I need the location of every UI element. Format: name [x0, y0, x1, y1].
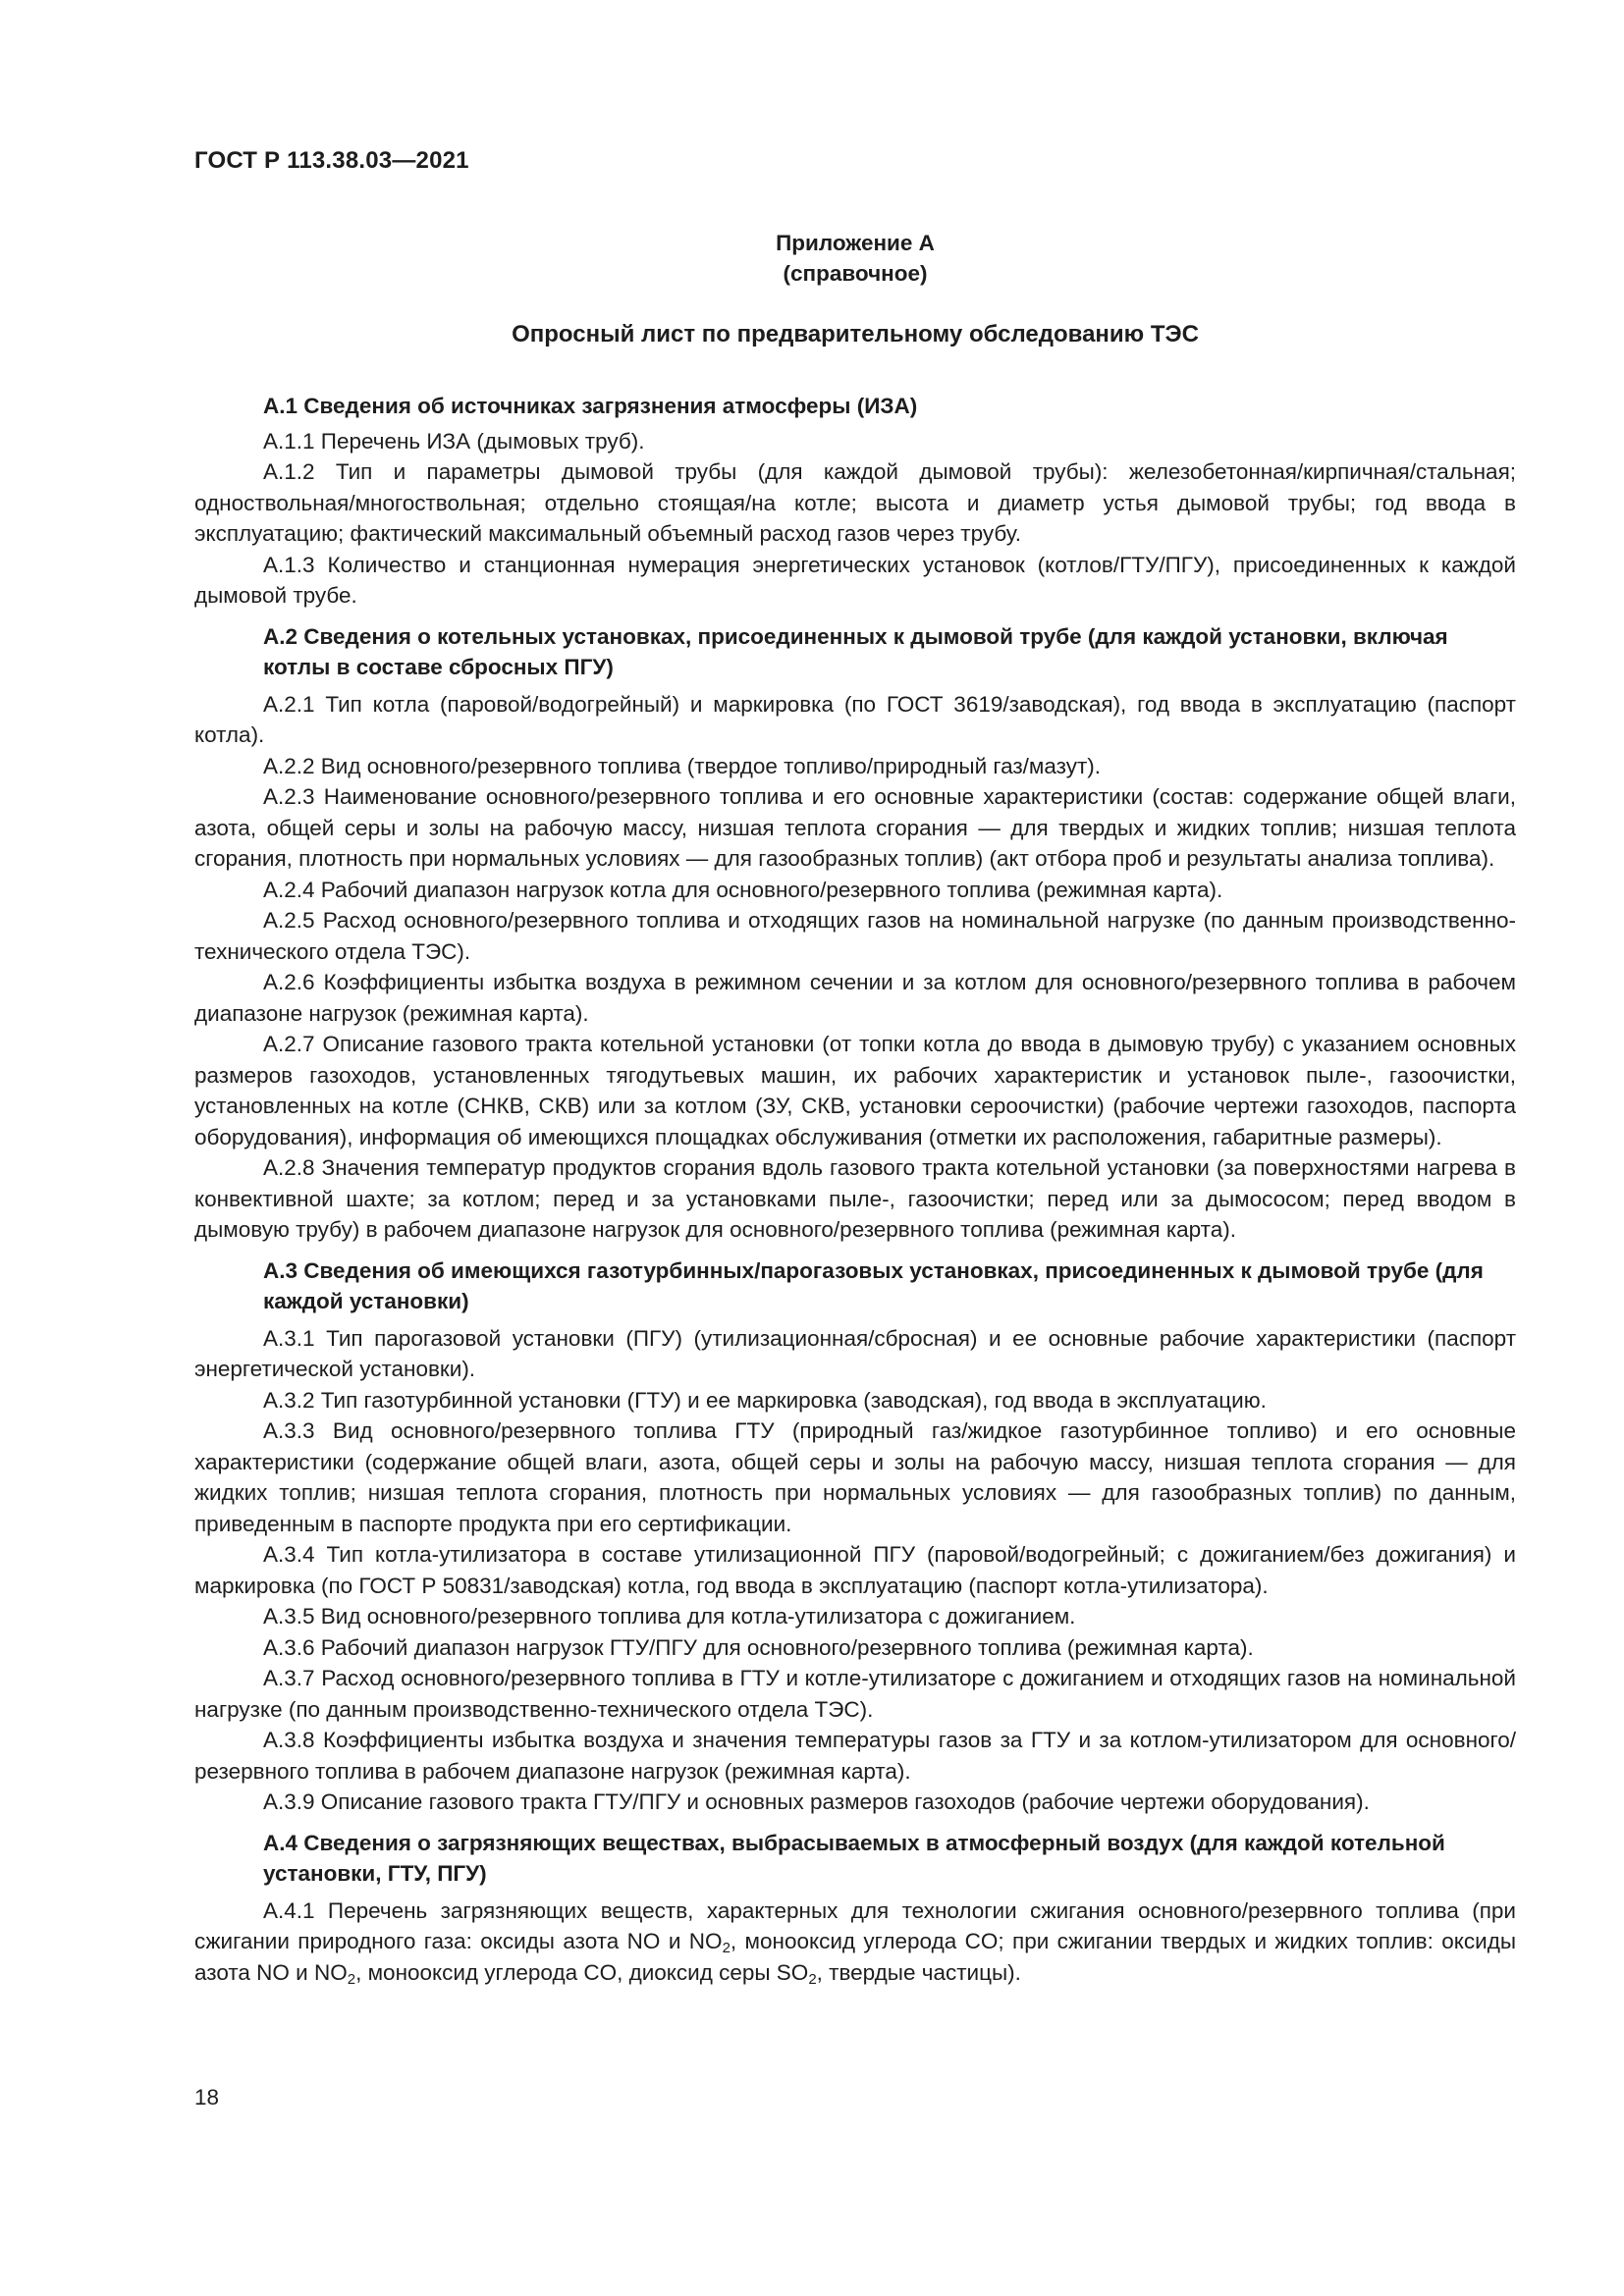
- document-body: [194, 391, 1516, 1998]
- paragraph: А.3.1 Тип парогазовой установки (ПГУ) (утилизационная/сбросная) и ее основные рабочие характеристики (паспорт энергетической установки).: [194, 1325, 1516, 1381]
- text-run: , монооксид углерода CO, диоксид серы SO: [355, 1959, 809, 1985]
- section-heading: А.2 Сведения о котельных установках, присоединенных к дымовой трубе (для каждой установки, включая котлы в составе сбросных ПГУ): [263, 623, 1448, 679]
- paragraph: А.2.4 Рабочий диапазон нагрузок котла для основного/резервного топлива (режимная карта).: [263, 877, 1223, 902]
- paragraph: А.3.2 Тип газотурбинной установки (ГТУ) и ее маркировка (заводская), год ввода в эксплуатацию.: [263, 1387, 1267, 1413]
- section-heading: А.1 Сведения об источниках загрязнения атмосферы (ИЗА): [263, 394, 918, 418]
- text-run: А.4.1 Перечень загрязняющих веществ, характерных для технологии сжигания основного/резервного топлива (при сжигании природного газа: оксиды азота NO и NO: [194, 1897, 1516, 1953]
- text-run: , твердые частицы).: [816, 1959, 1021, 1985]
- section-heading: А.4 Сведения о загрязняющих веществах, выбрасываемых в атмосферный воздух (для каждой котельной установки, ГТУ, ПГУ): [263, 1830, 1445, 1886]
- paragraph: А.3.6 Рабочий диапазон нагрузок ГТУ/ПГУ для основного/резервного топлива (режимная карта).: [263, 1634, 1254, 1660]
- annex-heading: [194, 228, 1516, 289]
- document-title: Опросный лист по предварительному обследованию ТЭС: [512, 321, 1199, 347]
- paragraph: А.3.5 Вид основного/резервного топлива для котла-утилизатора с дожиганием.: [263, 1604, 1076, 1629]
- paragraph: А.2.2 Вид основного/резервного топлива (твердое топливо/природный газ/мазут).: [263, 753, 1102, 778]
- paragraph: А.1.1 Перечень ИЗА (дымовых труб).: [263, 428, 645, 454]
- paragraph-pollutants: [194, 1896, 1516, 1989]
- paragraph: А.3.4 Тип котла-утилизатора в составе утилизационной ПГУ (паровой/водогрейный; с дожиганием/без дожигания) и маркировка (по ГОСТ Р 50831/заводская) котла, год ввода в эксплуатацию (паспорт котла-утилизатора).: [194, 1542, 1516, 1598]
- page-number: 18: [194, 2085, 220, 2109]
- section-heading: А.3 Сведения об имеющихся газотурбинных/парогазовых установках, присоединенных к дымовой трубе (для каждой установки): [263, 1257, 1484, 1313]
- paragraph: А.2.6 Коэффициенты избытка воздуха в режимном сечении и за котлом для основного/резервного топлива в рабочем диапазоне нагрузок (режимная карта).: [194, 970, 1516, 1026]
- paragraph: А.3.9 Описание газового тракта ГТУ/ПГУ и основных размеров газоходов (рабочие чертежи оборудования).: [263, 1789, 1370, 1814]
- paragraph: А.2.1 Тип котла (паровой/водогрейный) и маркировка (по ГОСТ 3619/заводская), год ввода в эксплуатацию (паспорт котла).: [194, 691, 1516, 747]
- section-4: [194, 1828, 1516, 1989]
- document-code: ГОСТ Р 113.38.03—2021: [194, 147, 469, 174]
- section-1: [194, 391, 1516, 612]
- subscript: 2: [722, 1940, 731, 1956]
- text-run: , монооксид углерода CO; при сжигании твердых и жидких топлив: оксиды азота NO и NO: [194, 1929, 1516, 1985]
- section-3: [194, 1255, 1516, 1818]
- paragraph: А.2.7 Описание газового тракта котельной установки (от топки котла до ввода в дымовую трубу) с указанием основных размеров газоходов, установленных тягодутьевых машин, их рабочих характеристик и установок пыле-, газоочистки, установленных на котле (СНКВ, СКВ) или за котлом (ЗУ, СКВ, установки сероочистки) (рабочие чертежи газоходов, паспорта оборудования), информация об имеющихся площадках обслуживания (отметки их расположения, габаритные размеры).: [194, 1032, 1516, 1149]
- paragraph: А.2.3 Наименование основного/резервного топлива и его основные характеристики (состав: содержание общей влаги, азота, общей серы и золы на рабочую массу, низшая теплота сгорания — для твердых и жидких топлив; низшая теплота сгорания, плотность при нормальных условиях — для газообразных топлив) (акт отбора проб и результаты анализа топлива).: [194, 784, 1516, 871]
- subscript: 2: [808, 1970, 817, 1988]
- paragraph: А.2.5 Расход основного/резервного топлива и отходящих газов на номинальной нагрузке (по данным производственно-технического отдела ТЭС).: [194, 908, 1516, 964]
- paragraph: А.2.8 Значения температур продуктов сгорания вдоль газового тракта котельной установки (за поверхностями нагрева в конвективной шахте; за котлом; перед и за установками пыле-, газоочистки; перед или за дымососом; перед вводом в дымовую трубу) в рабочем диапазоне нагрузок для основного/резервного топлива (режимная карта).: [194, 1155, 1516, 1242]
- paragraph: А.1.3 Количество и станционная нумерация энергетических установок (котлов/ГТУ/ПГУ), присоединенных к каждой дымовой трубе.: [194, 552, 1516, 608]
- subscript: 2: [347, 1970, 356, 1988]
- section-2: [194, 621, 1516, 1246]
- annex-label: Приложение А: [776, 231, 935, 255]
- paragraph: А.1.2 Тип и параметры дымовой трубы (для каждой дымовой трубы): железобетонная/кирпичная/стальная; одноствольная/многоствольная; отдельно стоящая/на котле; высота и диаметр устья дымовой трубы; год ввода в эксплуатацию; фактический максимальный объемный расход газов через трубу.: [194, 459, 1516, 546]
- paragraph: А.3.3 Вид основного/резервного топлива ГТУ (природный газ/жидкое газотурбинное топливо) и его основные характеристики (содержание общей влаги, азота, общей серы и золы на рабочую массу, низшая теплота сгорания — для жидких топлив; низшая теплота сгорания, плотность при нормальных условиях — для газообразных топлив) по данным, приведенным в паспорте продукта при его сертификации.: [194, 1418, 1516, 1536]
- paragraph: А.3.7 Расход основного/резервного топлива в ГТУ и котле-утилизаторе с дожиганием и отходящих газов на номинальной нагрузке (по данным производственно-технического отдела ТЭС).: [194, 1666, 1516, 1722]
- paragraph: А.3.8 Коэффициенты избытка воздуха и значения температуры газов за ГТУ и за котлом-утилизатором для основного/резервного топлива в рабочем диапазоне нагрузок (режимная карта).: [194, 1728, 1516, 1784]
- annex-type: (справочное): [783, 261, 928, 286]
